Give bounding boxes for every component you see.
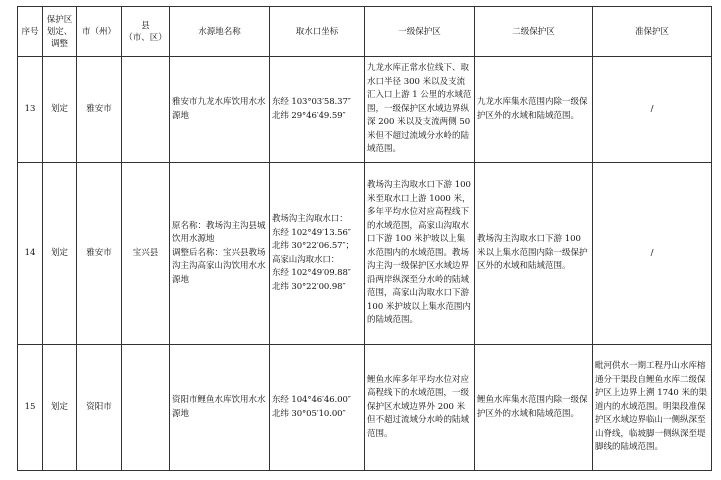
cell-county <box>122 57 170 163</box>
cell-level2: 教场沟主沟取水口下游 100 米以上集水范围内除一级保护区外的水域和陆域范围。 <box>475 163 593 345</box>
water-protection-zones-table <box>17 6 712 471</box>
cell-city: 雅安市 <box>77 163 122 345</box>
cell-quasi: / <box>593 163 712 345</box>
table-row <box>18 163 712 345</box>
cell-action: 划定 <box>43 163 77 345</box>
cell-action: 划定 <box>43 345 77 471</box>
cell-level1: 鲤鱼水库多年平均水位对应高程线下的水域范围，一级保护区水域边界外 200 米但不超过流域分水岭的陆域范围。 <box>365 345 475 471</box>
cell-county <box>122 345 170 471</box>
cell-coords: 东经 103°03′58.37″ 北纬 29°46′49.59″ <box>270 57 365 163</box>
cell-seq: 14 <box>18 163 43 345</box>
table-row <box>18 57 712 163</box>
cell-city: 雅安市 <box>77 57 122 163</box>
header-level1: 一级保护区 <box>365 7 475 57</box>
cell-level2: 鲤鱼水库集水范围内除一级保护区外的水域和陆域范围。 <box>475 345 593 471</box>
cell-source-name: 资阳市鲤鱼水库饮用水水源地 <box>170 345 270 471</box>
cell-level2: 九龙水库集水范围内除一级保护区外的水域和陆域范围。 <box>475 57 593 163</box>
header-county: 县 （市、区） <box>122 7 170 57</box>
header-seq: 序号 <box>18 7 43 57</box>
cell-county: 宝兴县 <box>122 163 170 345</box>
header-source-name: 水源地名称 <box>170 7 270 57</box>
cell-level1: 九龙水库正常水位线下、取水口半径 300 米以及支流汇入口上游 1 公里的水域范围，一级保护区水域边界纵深 200 米以及支流两侧 50 米但不超过流域分水岭的陆域范围。 <box>365 57 475 163</box>
cell-source-name: 原名称：教场沟主沟县城饮用水源地 调整后名称：宝兴县教场沟主沟高家山沟饮用水水源地 <box>170 163 270 345</box>
header-quasi: 准保护区 <box>593 7 712 57</box>
cell-level1: 教场沟主沟取水口下游 100 米至取水口上游 1000 米，多年平均水位对应高程线下的水域范围，高家山沟取水口下游 100 米护坡以上集水范围内的水域范围。教场沟主沟一级保护区水域边界沿两岸纵深至分水岭的陆域范围，高家山沟取水口下游 100 米护坡以上集水范围内的陆域范围。 <box>365 163 475 345</box>
cell-seq: 15 <box>18 345 43 471</box>
cell-coords: 教场沟主沟取水口： 东经 102°49′13.56″ 北纬 30°22′06.57″； 高家山沟取水口： 东经 102°49′09.88″ 北纬 30°22′00.98″ <box>270 163 365 345</box>
cell-city: 资阳市 <box>77 345 122 471</box>
cell-action: 划定 <box>43 57 77 163</box>
cell-quasi: 毗河供水一期工程丹山水库榕通分干渠段自鲤鱼水库二级保护区上边界上溯 1740 米的渠道内的水域范围。明渠段准保护区水域边界临山一侧纵深至山脊线，临坡脚一侧纵深至堤脚线的陆域范围。 <box>593 345 712 471</box>
header-city: 市（州） <box>77 7 122 57</box>
cell-coords: 东经 104°46′46.00″ 北纬 30°05′10.00″ <box>270 345 365 471</box>
cell-quasi: / <box>593 57 712 163</box>
header-level2: 二级保护区 <box>475 7 593 57</box>
table-header-row <box>18 7 712 57</box>
cell-seq: 13 <box>18 57 43 163</box>
header-action: 保护区 划定、 调整 <box>43 7 77 57</box>
cell-source-name: 雅安市九龙水库饮用水水源地 <box>170 57 270 163</box>
table-row <box>18 345 712 471</box>
header-coords: 取水口坐标 <box>270 7 365 57</box>
